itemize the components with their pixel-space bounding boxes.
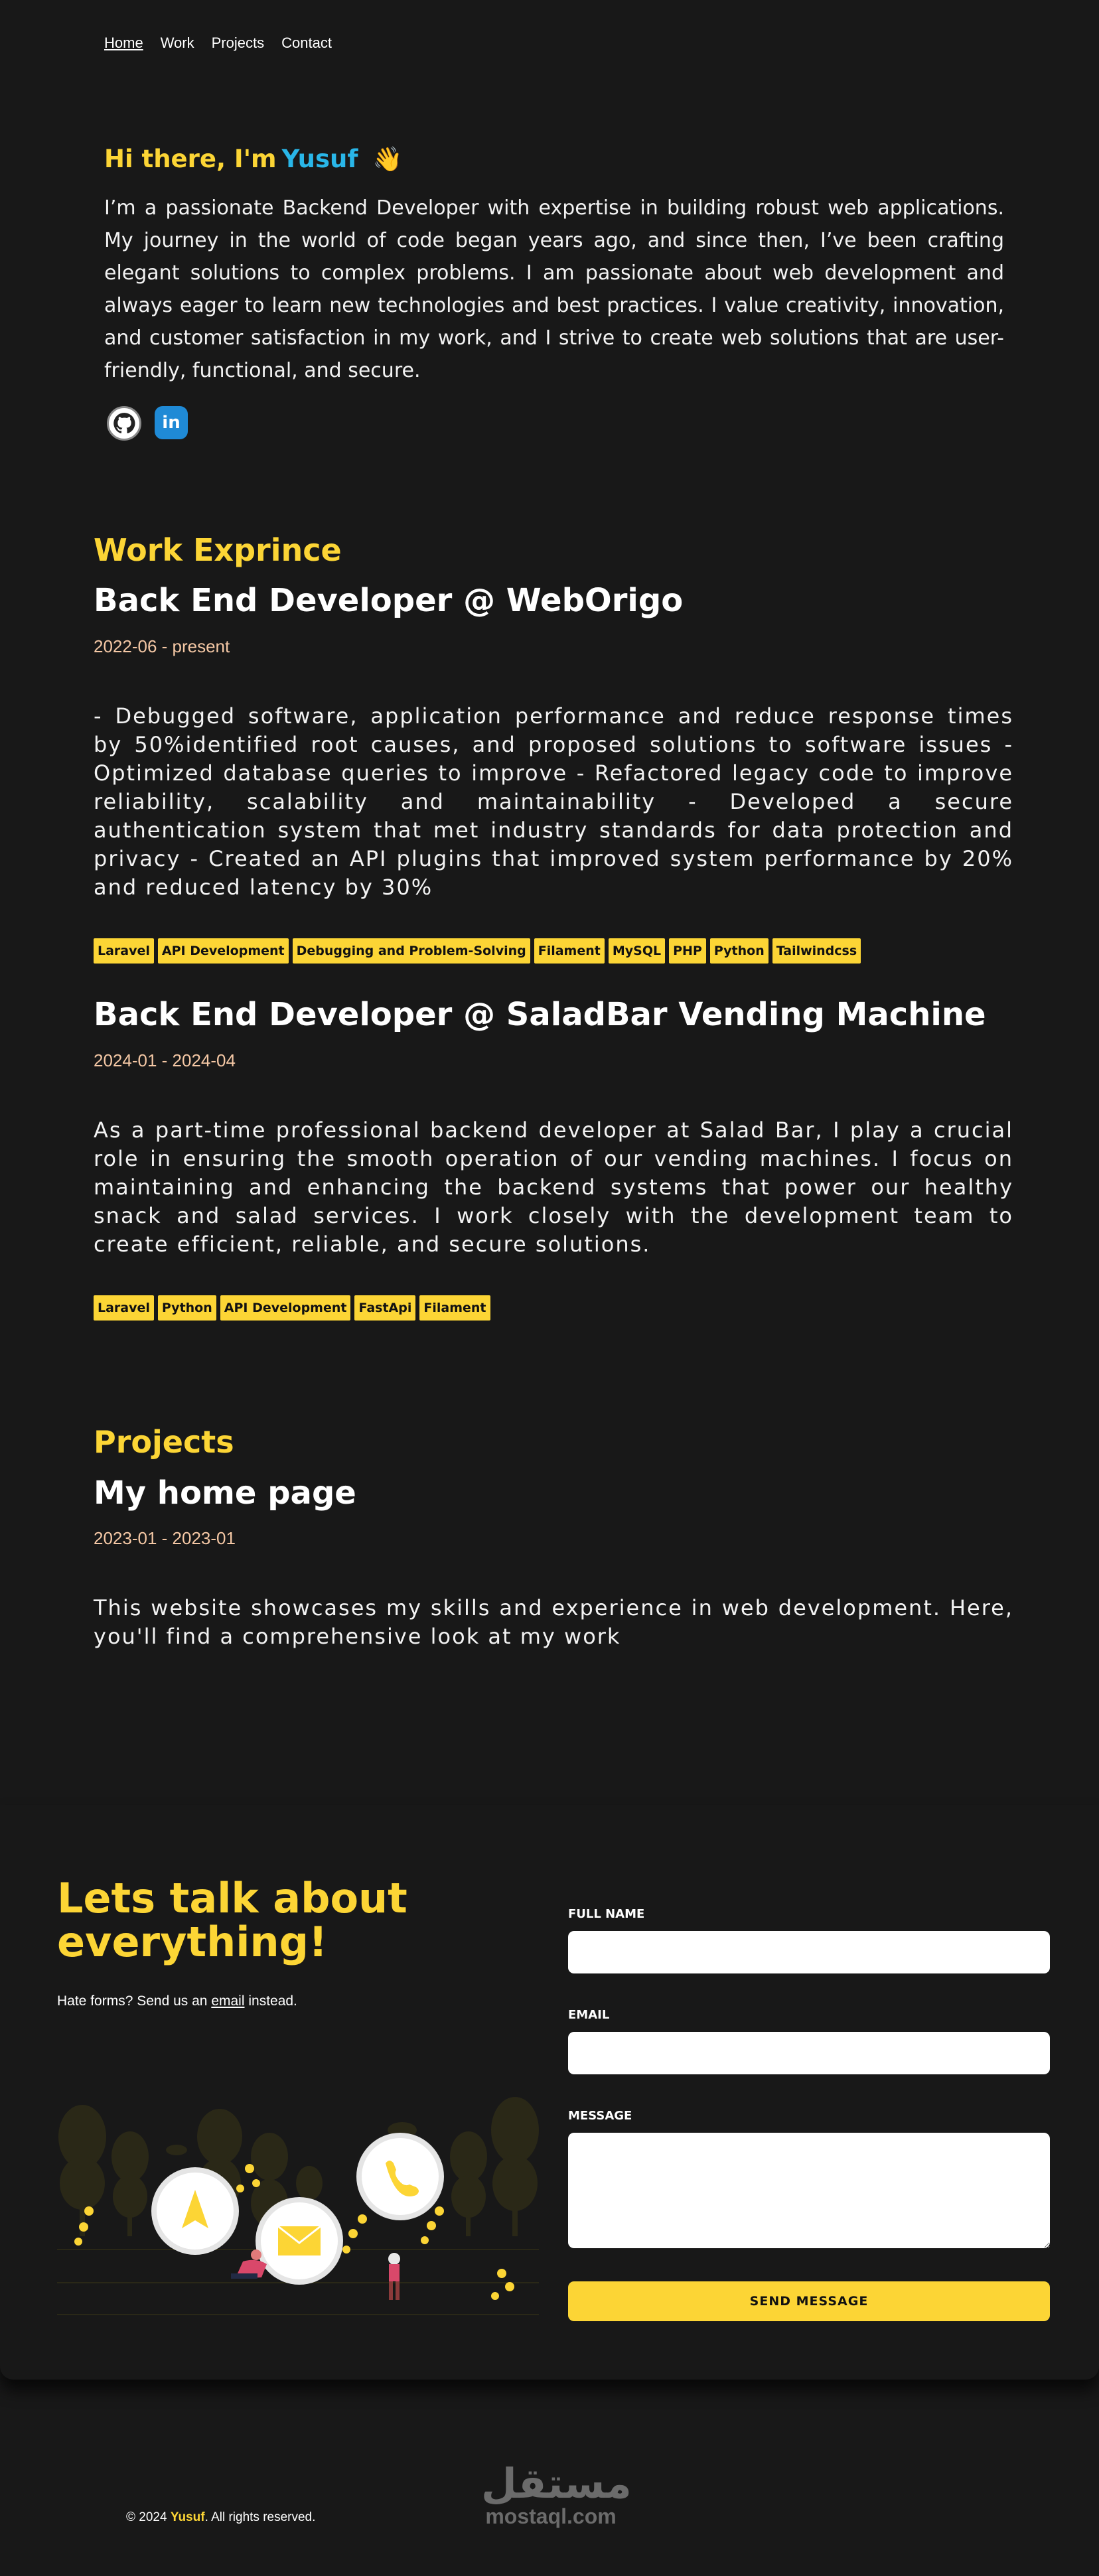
nav-home[interactable]: Home [104,35,143,51]
tag: Filament [419,1295,490,1321]
tag: PHP [669,938,706,964]
linkedin-icon: in [162,413,181,433]
email-link[interactable]: email [211,1993,245,2009]
tag: Python [710,938,769,964]
contact-illustration [57,2057,539,2323]
hero-greeting: Hi there, I'm [104,145,277,173]
contact-sub-text: Hate forms? Send us an [57,1993,208,2009]
footer-brand: Yusuf [170,2510,205,2524]
watermark-latin: mostaql.com [485,2504,617,2528]
hero-section [104,145,1004,387]
job-tags [94,1295,490,1321]
tag: Python [158,1295,216,1321]
footer-copyright [126,2510,315,2525]
project-date: 2023-01 - 2023-01 [94,1528,236,1548]
nav-contact[interactable]: Contact [281,35,332,51]
project-description: This website showcases my skills and experience in web development. Here, you'll find a comprehensive look at my work [94,1595,1013,1649]
tag: FastApi [354,1295,415,1321]
email-input[interactable] [568,2032,1050,2074]
tag: Laravel [94,1295,154,1321]
email-label: EMAIL [568,2008,610,2022]
tag: Debugging and Problem-Solving [293,938,530,964]
job-tags [94,938,861,964]
job-date: 2024-01 - 2024-04 [94,1050,236,1070]
tag: Filament [534,938,605,964]
job-title: Back End Developer @ WebOrigo [94,582,684,619]
hero-name: Yusuf [281,145,358,173]
message-label: MESSAGE [568,2109,632,2123]
message-textarea[interactable] [568,2133,1050,2248]
wave-icon: 👋 [372,145,403,173]
watermark-arabic: مستقل [481,2459,632,2508]
projects-title: Projects [94,1424,234,1460]
send-message-button[interactable]: SEND MESSAGE [568,2281,1050,2321]
nav-projects[interactable]: Projects [211,35,265,51]
tag: API Development [220,1295,351,1321]
full-name-input[interactable] [568,1931,1050,1973]
full-name-label: FULL NAME [568,1907,645,1921]
hero-bio: I’m a passionate Backend Developer with expertise in building robust web applications. My journey in the world of code began years ago, and since then, I’ve been crafting elegant solutions to complex problems. I am passionate about web development and always eager to learn new technologies and best practices. I value creativity, innovation, and customer satisfaction in my work, and I strive to create web solutions that are user-friendly, functional, and secure. [104,196,1004,382]
mostaql-watermark [481,2459,632,2528]
linkedin-link[interactable] [155,406,188,439]
tag: Laravel [94,938,154,964]
github-icon [111,410,137,437]
project-title: My home page [94,1474,356,1512]
hero-heading [104,145,1004,173]
tag: API Development [158,938,289,964]
footer-suffix: . All rights reserved. [204,2510,316,2524]
social-links [107,406,188,441]
github-link[interactable] [107,406,141,441]
contact-sub-text: instead. [248,1993,297,2009]
contact-subtitle [57,1993,297,2009]
job-description: As a part-time professional backend developer at Salad Bar, I play a crucial role in ensuring the smooth operation of our vending machines. I focus on maintaining and enhancing the backend systems that power our healthy snack and salad services. I work closely with the development team to create efficient, reliable, and secure solutions. [94,1117,1013,1257]
nav-work[interactable]: Work [160,35,194,51]
job-description: - Debugged software, application performance and reduce response times by 50%identified root causes, and proposed solutions to software issues - Optimized database queries to improve - Refactored legacy code to improve reliability, scalability and maintainability - Developed a secure authentication system that met industry standards for data protection and privacy - Created an API plugins that improved system performance by 20% and reduced latency by 30% [94,703,1013,900]
footer-prefix: © 2024 [126,2510,167,2524]
contact-title: Lets talk about everything! [57,1874,407,1966]
work-title: Work Exprince [94,532,342,568]
tag: MySQL [609,938,665,964]
tag: Tailwindcss [772,938,861,964]
job-date: 2022-06 - present [94,636,230,656]
top-nav [104,35,332,52]
job-title: Back End Developer @ SaladBar Vending Machine [94,996,986,1033]
